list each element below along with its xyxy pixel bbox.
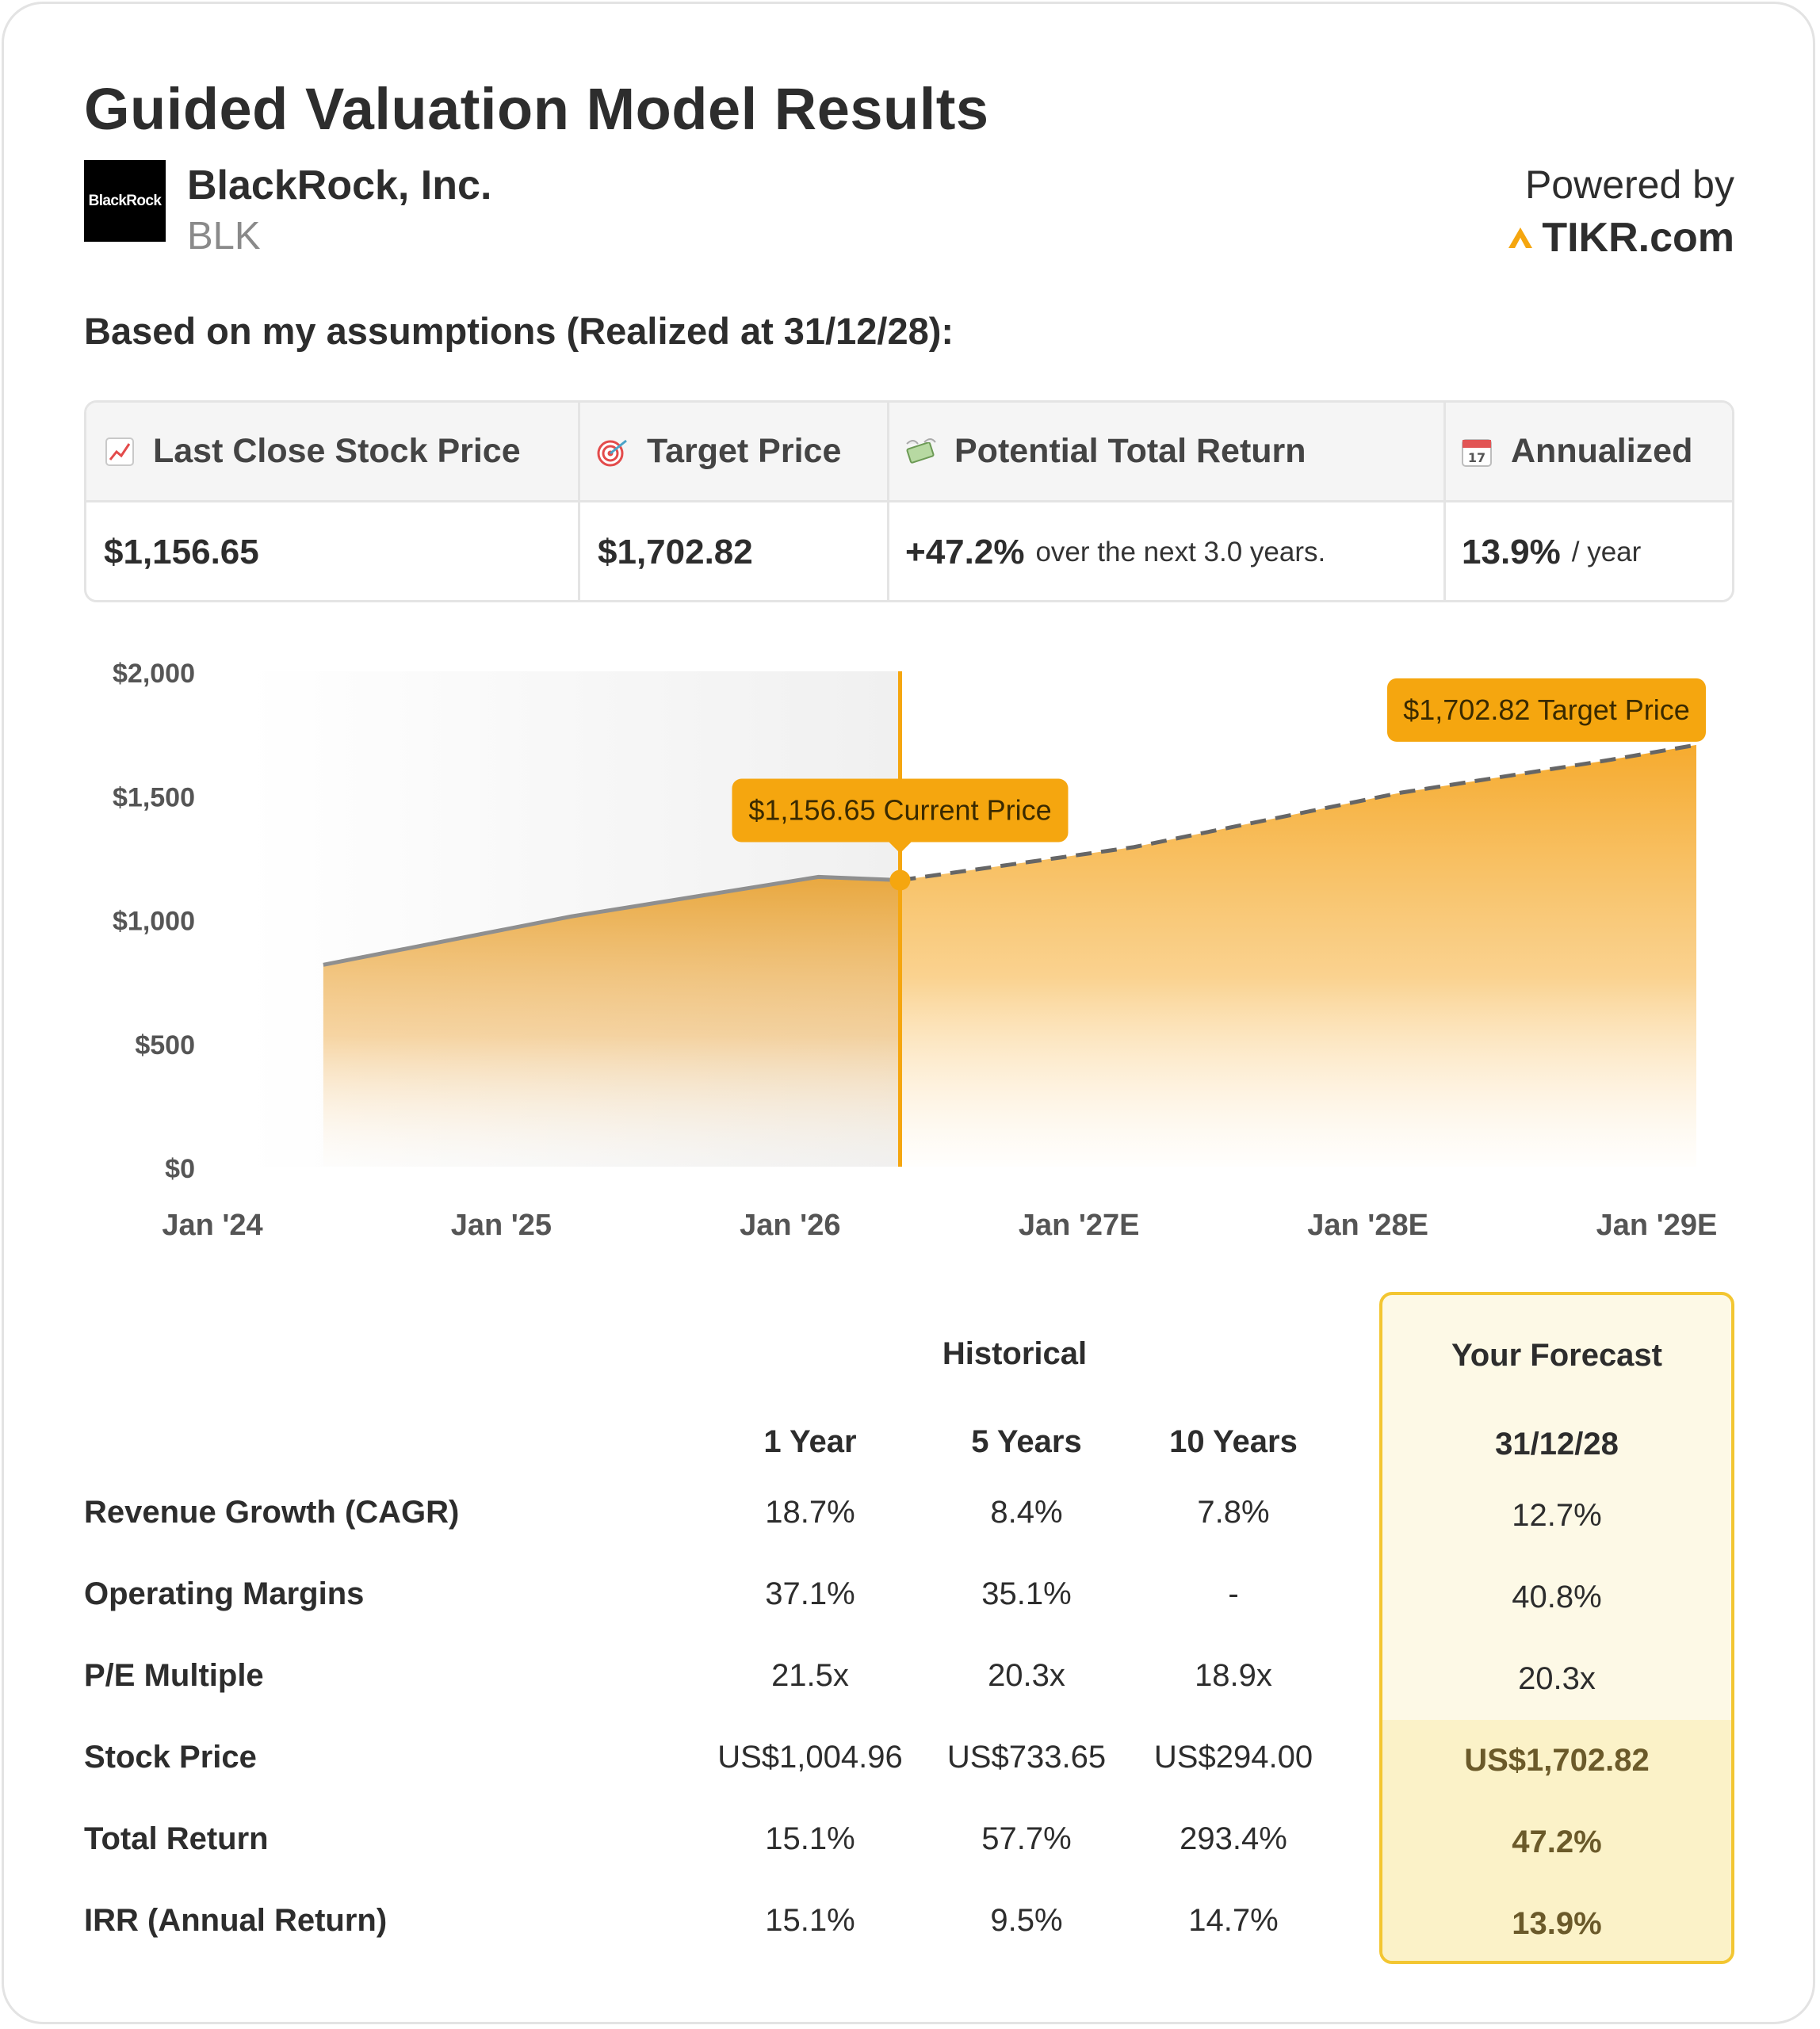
- table-cell: 15.1%: [765, 1903, 855, 1938]
- money-wings-icon: [904, 436, 939, 468]
- row-label: IRR (Annual Return): [84, 1903, 388, 1938]
- company-ticker: BLK: [187, 215, 261, 258]
- historical-header: Historical: [942, 1336, 1088, 1371]
- col-10-years: 10 Years: [1169, 1424, 1298, 1459]
- table-cell: 37.1%: [765, 1576, 855, 1611]
- return-value: +47.2%: [905, 533, 1025, 571]
- x-tick-label: Jan '28E: [1307, 1209, 1428, 1242]
- metrics-table: [84, 400, 1734, 602]
- target-icon: [596, 436, 631, 468]
- return-label: Potential Total Return: [954, 432, 1306, 470]
- target-header: [580, 403, 889, 502]
- x-tick-label: Jan '26: [740, 1209, 841, 1242]
- return-value-cell: [905, 502, 1325, 602]
- x-tick-label: Jan '25: [450, 1209, 552, 1242]
- table-cell: 21.5x: [771, 1658, 849, 1693]
- annualized-suffix: / year: [1571, 537, 1642, 567]
- table-cell: 293.4%: [1180, 1821, 1287, 1856]
- chart-increasing-icon: [104, 436, 136, 468]
- table-cell: 18.7%: [765, 1495, 855, 1530]
- table-cell: US$733.65: [946, 1740, 1107, 1775]
- target-price-tooltip: [1387, 678, 1706, 742]
- y-tick-label: $1,000: [113, 906, 195, 937]
- current-price-label: $1,156.65 Current Price: [748, 793, 1052, 827]
- table-cell: 35.1%: [981, 1576, 1072, 1611]
- y-tick-label: $1,500: [113, 782, 195, 813]
- table-cell: 20.3x: [988, 1658, 1065, 1693]
- y-tick-label: $0: [165, 1154, 195, 1184]
- table-cell: 14.7%: [1188, 1903, 1279, 1938]
- last-close-value: $1,156.65: [104, 533, 259, 571]
- last-close-label: Last Close Stock Price: [153, 432, 521, 470]
- col-5-years: 5 Years: [971, 1424, 1082, 1459]
- annualized-value-cell: [1462, 502, 1641, 602]
- powered-by-label: Powered by: [1524, 162, 1734, 207]
- x-tick-label: Jan '29E: [1596, 1209, 1718, 1242]
- current-price-tooltip: [732, 779, 1068, 854]
- forecast-header: Your Forecast: [1451, 1338, 1662, 1373]
- row-label: Operating Margins: [84, 1576, 365, 1611]
- company-logo: BlackRock: [84, 160, 166, 242]
- metrics-divider: [578, 403, 580, 602]
- annualized-header: [1446, 403, 1734, 502]
- table-cell: 7.8%: [1197, 1495, 1270, 1530]
- row-label: Revenue Growth (CAGR): [84, 1495, 460, 1530]
- forecast-cell: US$1,702.82: [1464, 1743, 1650, 1778]
- table-cell: -: [1228, 1576, 1239, 1611]
- last-close-header: [86, 403, 580, 502]
- table-cell: US$1,004.96: [717, 1740, 903, 1775]
- col-1-year: 1 Year: [763, 1424, 857, 1459]
- y-tick-label: $500: [135, 1030, 195, 1060]
- table-cell: 15.1%: [765, 1821, 855, 1856]
- page-title: Guided Valuation Model Results: [84, 76, 989, 142]
- table-cell: 57.7%: [981, 1821, 1072, 1856]
- assumptions-subtitle: Based on my assumptions (Realized at 31/12/28):: [84, 310, 954, 352]
- calendar-icon: [1460, 435, 1493, 468]
- table-cell: 8.4%: [990, 1495, 1063, 1530]
- row-label: Stock Price: [84, 1740, 257, 1775]
- return-suffix: over the next 3.0 years.: [1035, 537, 1326, 567]
- target-value: $1,702.82: [598, 533, 753, 571]
- metrics-divider: [887, 403, 889, 602]
- target-label: Target Price: [647, 432, 842, 470]
- return-header: [889, 403, 1446, 502]
- row-label: Total Return: [84, 1821, 269, 1856]
- forecast-date: 31/12/28: [1495, 1427, 1619, 1462]
- current-price-dot[interactable]: [889, 870, 910, 891]
- row-label: P/E Multiple: [84, 1658, 264, 1693]
- table-cell: US$294.00: [1153, 1740, 1313, 1775]
- forecast-cell: 40.8%: [1512, 1580, 1602, 1614]
- annualized-label: Annualized: [1511, 432, 1693, 470]
- company-name: BlackRock, Inc.: [187, 162, 492, 208]
- x-tick-label: Jan '27E: [1018, 1209, 1140, 1242]
- price-chart: [0, 634, 1820, 1268]
- target-price-label: $1,702.82 Target Price: [1403, 693, 1690, 726]
- tikr-brand-label: TIKR.com: [1542, 215, 1734, 261]
- svg-text:17: 17: [1467, 449, 1486, 465]
- tikr-brand[interactable]: [1507, 214, 1734, 262]
- annualized-value: 13.9%: [1462, 533, 1561, 571]
- y-tick-label: $2,000: [113, 659, 195, 689]
- forecast-cell: 47.2%: [1512, 1825, 1602, 1859]
- table-cell: 18.9x: [1195, 1658, 1272, 1693]
- table-cell: 9.5%: [990, 1903, 1063, 1938]
- tikr-logo-icon: [1507, 226, 1534, 250]
- forecast-column: [1379, 1292, 1734, 1964]
- forecast-cell: 12.7%: [1512, 1498, 1602, 1533]
- forecast-cell: 20.3x: [1518, 1661, 1596, 1696]
- forecast-cell: 13.9%: [1512, 1906, 1602, 1941]
- metrics-divider: [1443, 403, 1446, 602]
- x-tick-label: Jan '24: [162, 1209, 263, 1242]
